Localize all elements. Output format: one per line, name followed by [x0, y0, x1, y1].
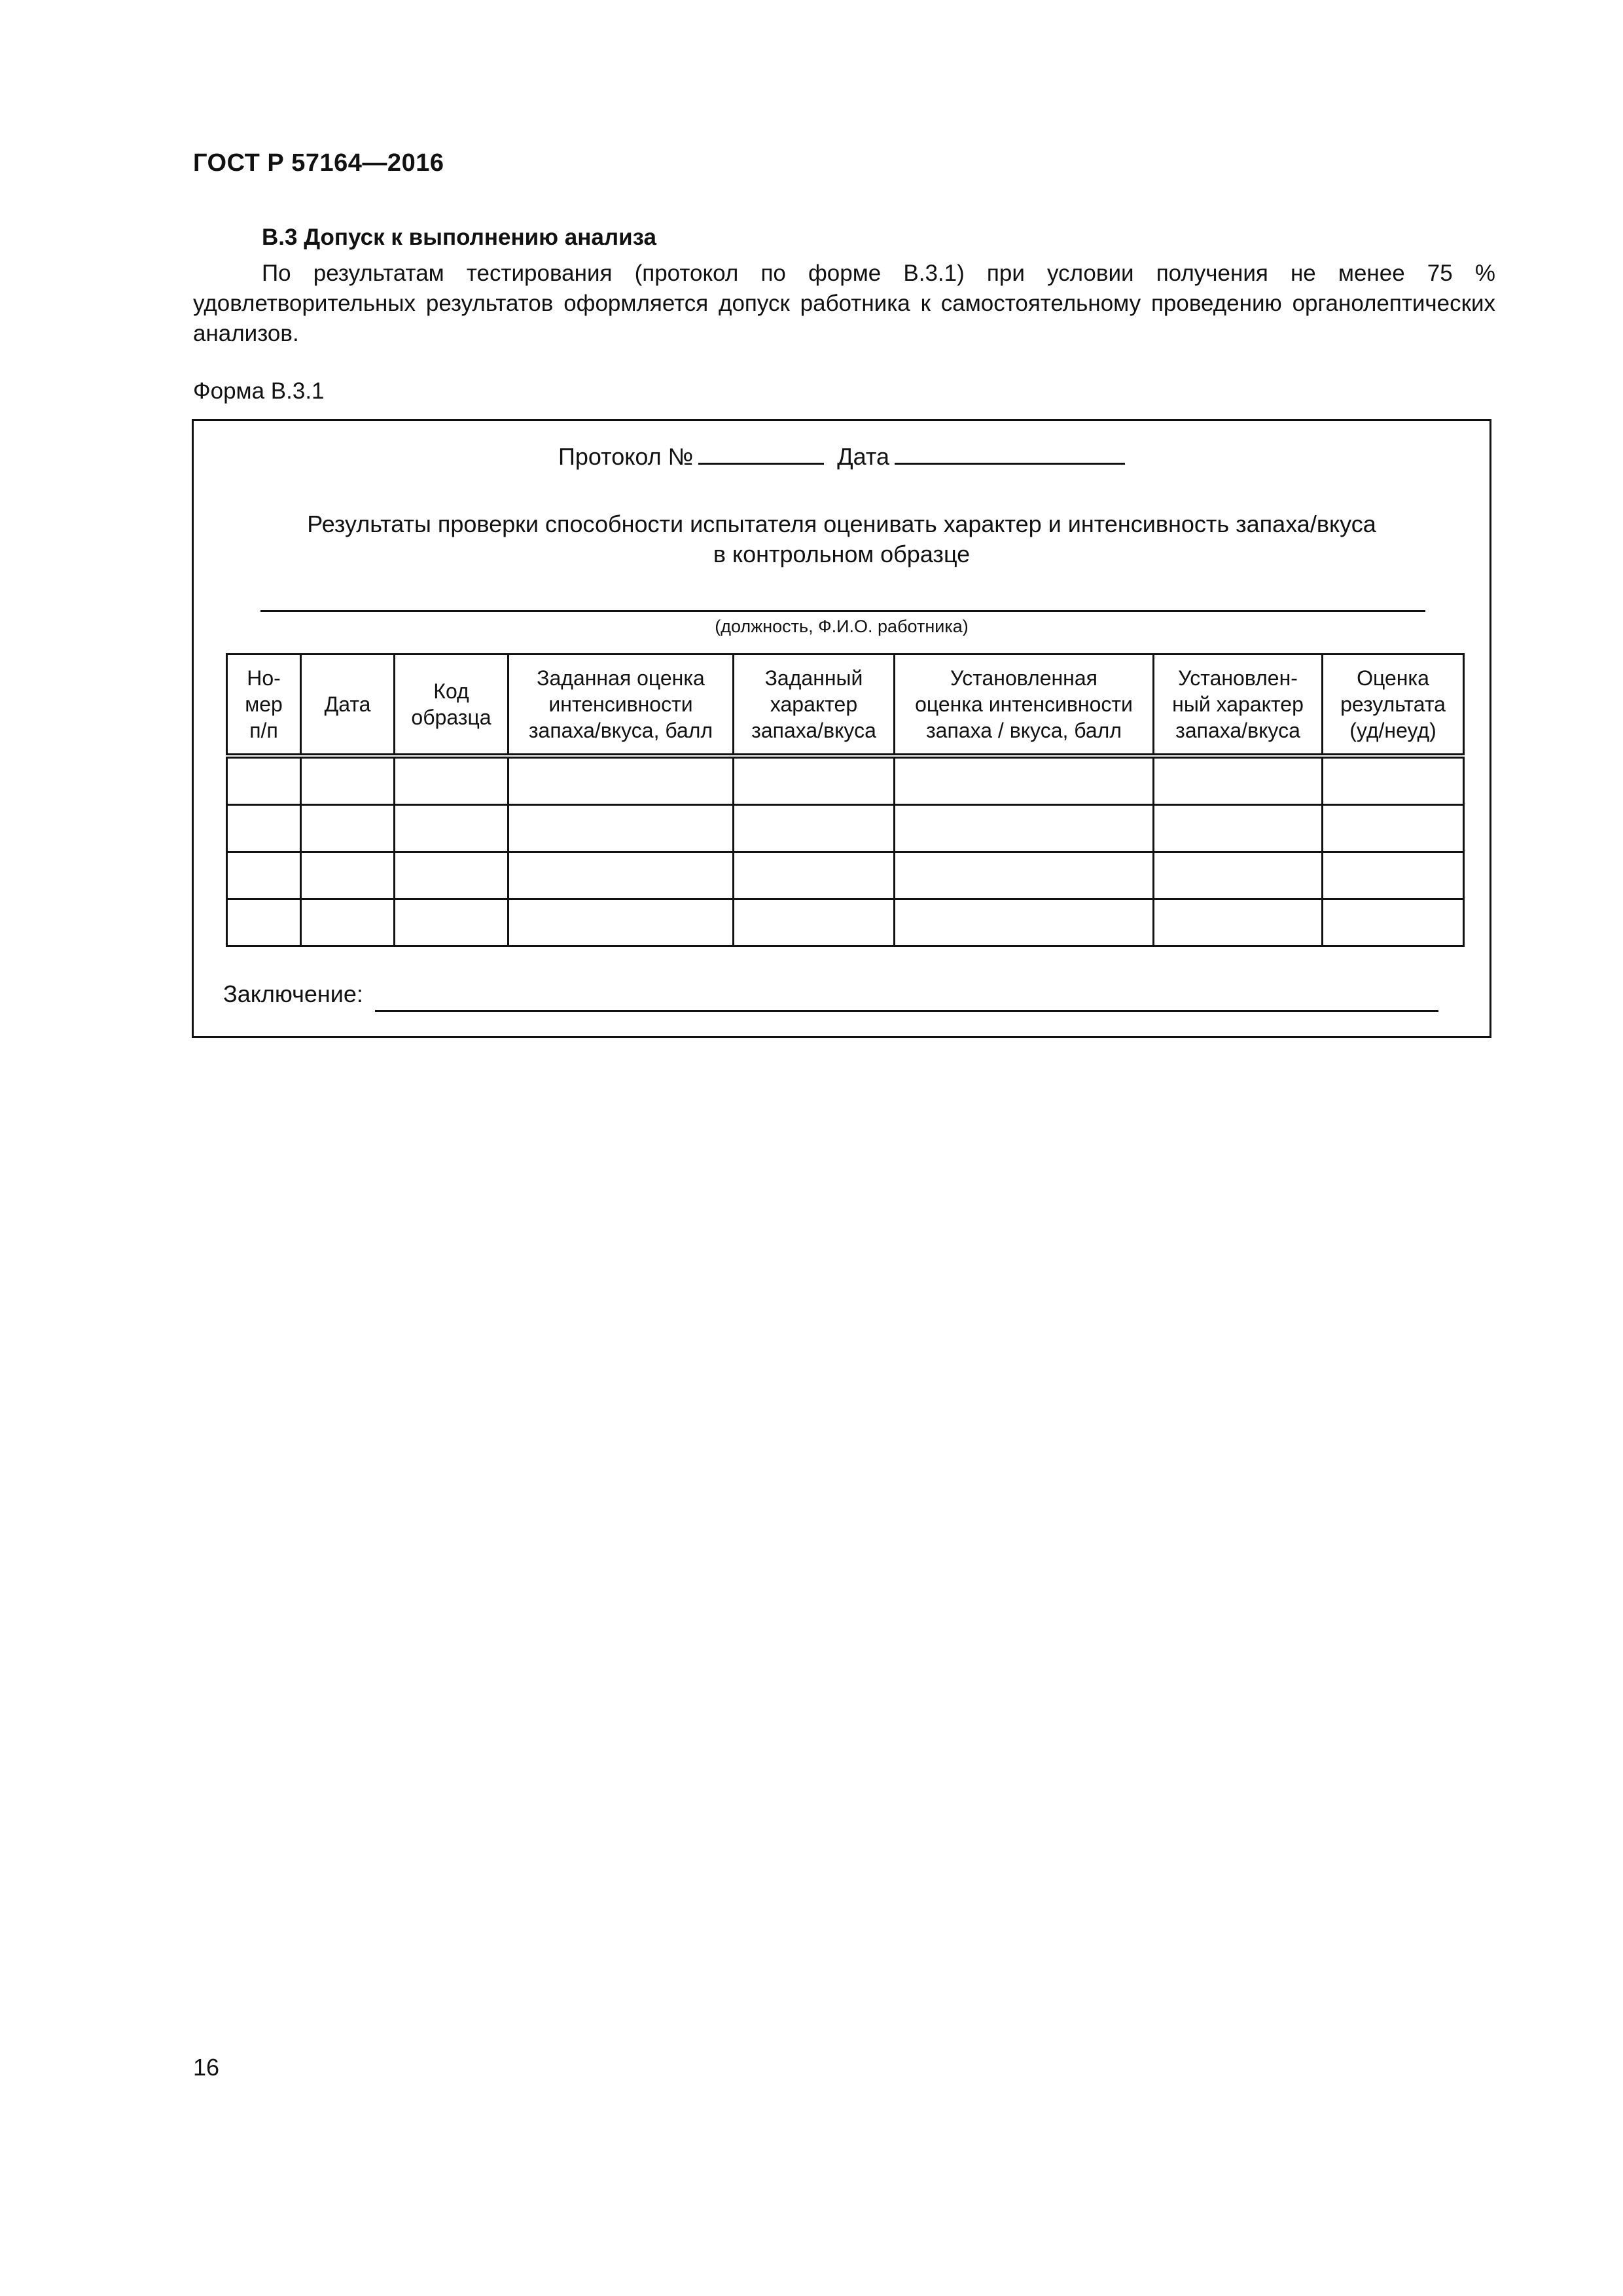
table-cell [1323, 852, 1464, 899]
table-cell [227, 756, 301, 805]
conclusion-label: Заключение: [223, 980, 363, 1007]
employee-position-caption: (должность, Ф.И.О. работника) [715, 617, 969, 636]
table-cell [1323, 805, 1464, 852]
table-cell [1323, 756, 1464, 805]
table-cell [301, 899, 395, 946]
table-cell [301, 805, 395, 852]
section-paragraph: По результатам тестирования (протокол по форме В.3.1) при условии получения не менее 75 % удовлетворительных результатов оформляется допуск работника к самостоятельному проведению органолептических анализов. [193, 260, 1495, 346]
table-cell [734, 756, 895, 805]
table-cell [301, 852, 395, 899]
table-cell [508, 852, 734, 899]
table-row [227, 899, 1464, 946]
column-header: Оценка результата (уд/неуд) [1323, 655, 1464, 757]
table-cell [1154, 899, 1323, 946]
table-cell [734, 899, 895, 946]
table-cell [508, 805, 734, 852]
results-title [194, 509, 1489, 569]
column-header: Дата [301, 655, 395, 757]
column-header: Заданный характер запаха/вкуса [734, 655, 895, 757]
table-cell [1154, 805, 1323, 852]
form-label: Форма В.3.1 [193, 378, 325, 404]
employee-position-blank [260, 610, 1425, 612]
results-title-line-2: в контрольном образце [713, 541, 971, 567]
table-cell [227, 805, 301, 852]
table-cell [895, 756, 1154, 805]
column-header: Установлен- ный характер запаха/вкуса [1154, 655, 1323, 757]
table-cell [395, 756, 508, 805]
column-header: Установленная оценка интенсивности запаха / вкуса, балл [895, 655, 1154, 757]
protocol-date-blank [895, 439, 1125, 465]
column-header: Код образца [395, 655, 508, 757]
results-title-line-1: Результаты проверки способности испытателя оценивать характер и интенсивность запаха/вкуса [307, 511, 1376, 537]
page-number: 16 [193, 2054, 220, 2081]
table-header-row [227, 655, 1464, 757]
conclusion-blank [375, 1010, 1438, 1012]
table-cell [227, 899, 301, 946]
protocol-form [192, 419, 1491, 1038]
table-cell [895, 852, 1154, 899]
table-row [227, 805, 1464, 852]
table-cell [395, 805, 508, 852]
column-header: Но- мер п/п [227, 655, 301, 757]
protocol-line [194, 439, 1489, 471]
table-body [227, 756, 1464, 946]
table-cell [227, 852, 301, 899]
table-cell [508, 899, 734, 946]
table-row [227, 852, 1464, 899]
table-cell [395, 852, 508, 899]
protocol-number-label: Протокол № [558, 443, 694, 470]
table-cell [301, 756, 395, 805]
standard-code-header: ГОСТ Р 57164—2016 [193, 149, 444, 177]
table-cell [895, 805, 1154, 852]
table-cell [895, 899, 1154, 946]
table-cell [734, 805, 895, 852]
table-cell [1323, 899, 1464, 946]
table-row [227, 756, 1464, 805]
table-cell [1154, 756, 1323, 805]
table-cell [395, 899, 508, 946]
column-header: Заданная оценка интенсивности запаха/вкуса, балл [508, 655, 734, 757]
section-title: В.3 Допуск к выполнению анализа [262, 224, 656, 250]
table-cell [508, 756, 734, 805]
table-cell [1154, 852, 1323, 899]
results-table [226, 653, 1465, 947]
table-cell [734, 852, 895, 899]
protocol-date-label: Дата [837, 443, 889, 470]
protocol-number-blank [698, 439, 824, 465]
